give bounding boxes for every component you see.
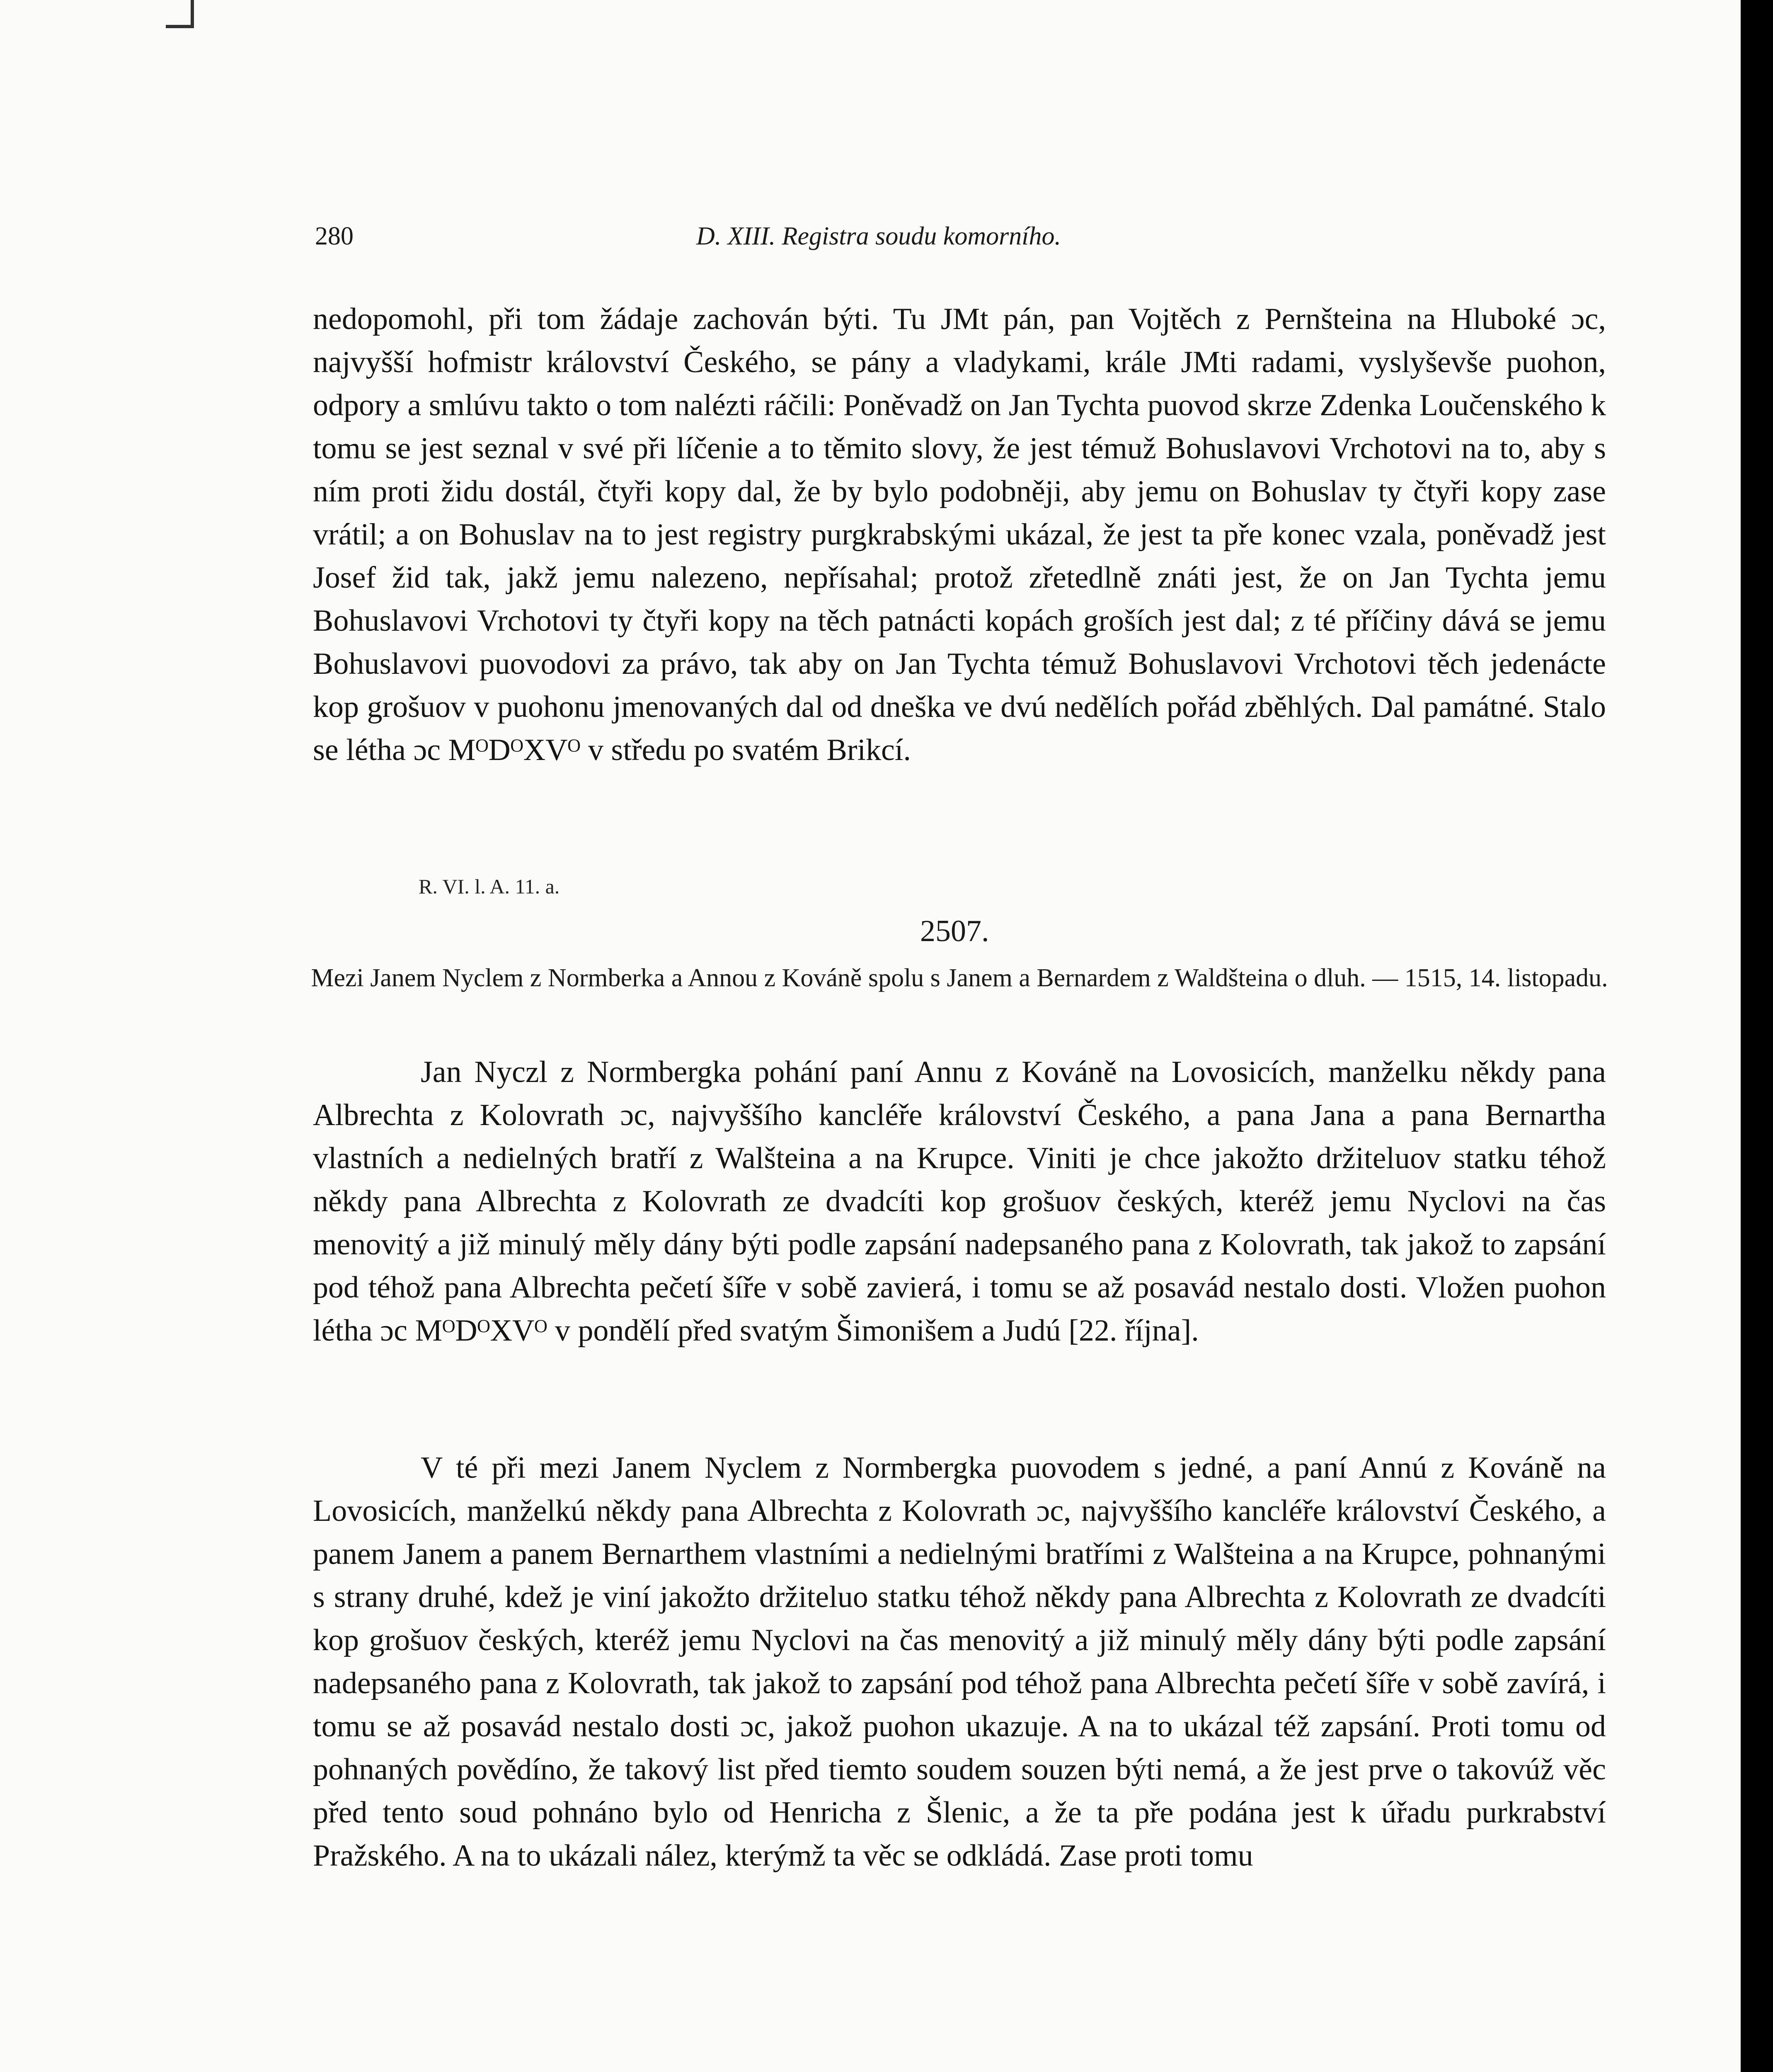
paragraph-hearing: V té při mezi Janem Nyclem z Normbergka puovodem s jedné, a paní Annú z Kováně na Lovosicích, manželkú někdy pana Albrechta z Kolovrath ɔc, najvyššího kancléře království Českého, a panem Janem a panem Bernarthem vlastními a nedielnými bratřími z Walšteina a na Krupce, pohnanými s strany druhé, kdež je viní jakožto držiteluo statku téhož někdy pana Albrechta z Kolovrath ze dvadcíti kop grošuov českých, kteréž jemu Nyclovi na čas menovitý a již minulý měly dány býti podle zapsání nadepsaného pana z Kolovrath, tak jakož to zapsání pod téhož pana Albrechta pečetí šíře v sobě zavírá, i tomu se až posavád nestalo dosti ɔc, jakož puohon ukazuje. A na to ukázal též zapsání. Proti tomu od pohnaných povědíno, že takový list před tiemto soudem souzen býti nemá, a že jest prve o takovúž věc před tento soud pohnáno bylo od Henricha z Šlenic, a že ta pře podána jest k úřadu purkrabství Pražského. A na to ukázali nález, kterýmž ta věc se odkládá. Zase proti tomu: [313, 1451, 1606, 1873]
source-reference: R. VI. l. A. 11. a.: [419, 875, 560, 898]
document-regest: Mezi Janem Nyclem z Normberka a Annou z Kováně spolu s Janem a Bernardem z Waldšteina o dluh. — 1515, 14. listopadu.: [311, 964, 1608, 992]
paragraph-continuation: nedopomohl, při tom žádaje zachován býti. Tu JMt pán, pan Vojtěch z Pernšteina na Hluboké ɔc, najvyšší hofmistr království Českého, se pány a vladykami, krále JMti radami, vyslyševše puohon, odpory a smlúvu takto o tom nalézti ráčili: Poněvadž on Jan Tychta puovod skrze Zdenka Loučenského k tomu se jest seznal v své při líčenie a to těmito slovy, že jest témuž Bohuslavovi Vrchotovi na to, aby s ním proti židu dostál, čtyři kopy dal, že by bylo podobněji, aby jemu on Bohuslav ty čtyři kopy zase vrátil; a on Bohuslav na to jest registry purgkrabskými ukázal, že jest ta pře konec vzala, poněvadž jest Josef žid tak, jakž jemu nalezeno, nepřísahal; protož zřetedlně znáti jest, že on Jan Tychta jemu Bohuslavovi Vrchotovi ty čtyři kopy na těch patnácti kopách groších jest dal; z té příčiny dává se jemu Bohuslavovi puovodovi za právo, tak aby on Jan Tychta témuž Bohuslavovi Vrchotovi těch jedenácte kop grošuov v puohonu jmenovaných dal od dneška ve dvú nedělích pořád zběhlých. Dal památné. Stalo se létha ɔc MᴼDᴼXVᴼ v středu po svatém Brikcí.: [313, 302, 1606, 767]
paragraph-summons: Jan Nyczl z Normbergka pohání paní Annu z Kováně na Lovosicích, manželku někdy pana Albrechta z Kolovrath ɔc, najvyššího kancléře království Českého, a pana Jana a pana Bernartha vlastních a nedielných bratří z Walšteina a na Krupce. Viniti je chce jakožto držiteluov statku téhož někdy pana Albrechta z Kolovrath ze dvadcíti kop grošuov českých, kteréž jemu Nyclovi na čas menovitý a již minulý měly dány býti podle zapsání nadepsaného pana z Kolovrath, tak jakož to zapsání pod téhož pana Albrechta pečetí šíře v sobě zavierá, i tomu se až posavád nestalo dosti. Vložen puohon létha ɔc MᴼDᴼXVᴼ v pondělí před svatým Šimonišem a Judú [22. října].: [313, 1055, 1606, 1348]
running-title: D. XIII. Registra soudu komorního.: [696, 222, 1061, 250]
scan-corner-mark: [166, 0, 194, 28]
document-number: 2507.: [920, 914, 989, 948]
page-header: [315, 222, 1600, 263]
scan-border-right: [1741, 0, 1773, 2072]
page-number: 280: [315, 222, 354, 250]
